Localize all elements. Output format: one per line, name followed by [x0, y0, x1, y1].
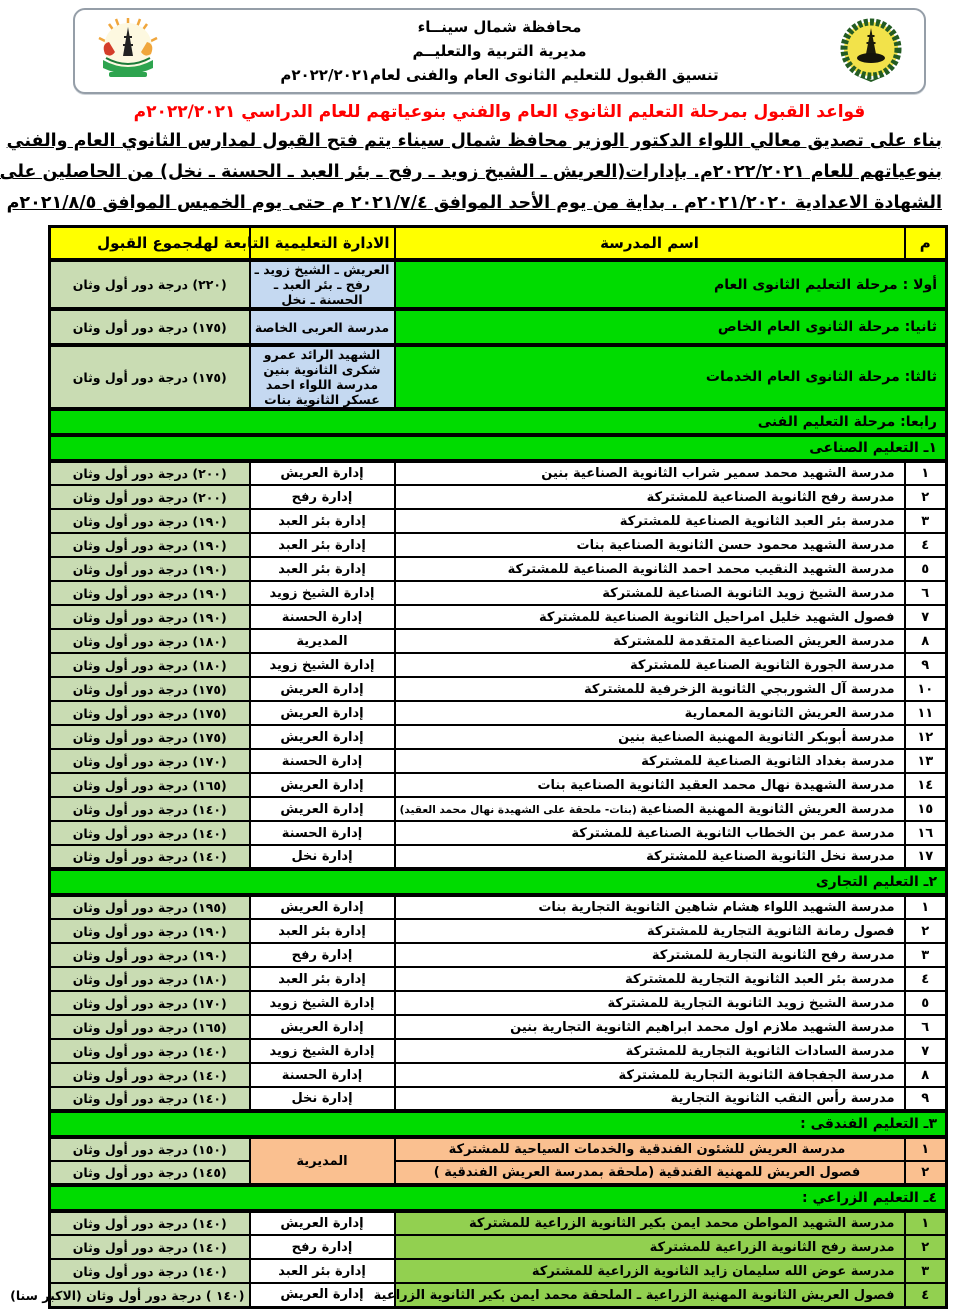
- document-title: قواعد القبول بمرحلة التعليم الثانوي العام والفني بنوعياتهم للعام الدراسي ٢٠٢٢/٢٠٢١م: [133, 102, 866, 122]
- intro-paragraph: [0, 126, 942, 219]
- school-name-cell: [395, 797, 905, 821]
- school-name-text: فصول العريش الثانوية المهنية الزراعية ـ الملحقة محمد ايمن بكير الثانوية الزراعية: [373, 1287, 895, 1303]
- row-number-cell: ١: [905, 1137, 947, 1161]
- row-number-cell: ١٤: [905, 773, 947, 797]
- school-name-text: فصول العريش للمهنية الفندقية (ملحقة بمدرسة العريش الفندقية ): [433, 1165, 861, 1181]
- admission-table: [10, 225, 948, 1309]
- admin-cell: إدارة بئر العبد: [250, 919, 395, 943]
- row-number-cell: ١١: [905, 701, 947, 725]
- total-cell: (١٦٥) درجة دور أول وثان: [50, 1015, 250, 1039]
- school-name-cell: [395, 1063, 905, 1087]
- school-name-text: مدرسة الشهيد النقيب محمد احمد الثانوية الصناعية للمشتركة: [507, 561, 895, 577]
- table-row: [50, 967, 947, 991]
- admin-cell: إدارة العريش: [250, 461, 395, 485]
- admin-cell: إدارة بئر العبد: [250, 557, 395, 581]
- table-row: [50, 605, 947, 629]
- row-number-cell: ٥: [905, 991, 947, 1015]
- school-name-text: مدرسة رفح الثانوية الزراعية للمشتركة: [649, 1239, 895, 1255]
- admin-cell: إدارة الشيخ زويد: [250, 991, 395, 1015]
- col-admin: الادارة التعليمية التابعة لها: [250, 227, 395, 261]
- school-name-cell: [395, 461, 905, 485]
- letterhead: [73, 8, 926, 94]
- school-name-cell: [395, 653, 905, 677]
- row-number-cell: ٢: [905, 1235, 947, 1259]
- row-number-cell: ١٢: [905, 725, 947, 749]
- school-name-note: (بنات- ملحقة على الشهيدة نهال محمد العقيد): [399, 803, 637, 816]
- admin-cell: العريش ـ الشيخ زويد ـ رفح ـ بئر العبد ـ الحسنة ـ نخل: [250, 260, 395, 309]
- admin-cell: المديرية: [250, 1137, 395, 1185]
- table-row: [50, 991, 947, 1015]
- school-name-cell: [395, 821, 905, 845]
- row-number-cell: ٦: [905, 581, 947, 605]
- total-cell: (١٩٠) درجة دور أول وثان: [50, 943, 250, 967]
- school-name-text: مدرسة رأس النقب الثانوية التجارية: [670, 1091, 895, 1107]
- school-name-text: مدرسة العريش الثانوية المعمارية: [684, 705, 895, 721]
- total-cell: (١٩٠) درجة دور أول وثان: [50, 509, 250, 533]
- row-number-cell: ٦: [905, 1015, 947, 1039]
- admin-cell: إدارة بئر العبد: [250, 1259, 395, 1283]
- school-name-text: مدرسة الجورة الثانوية الصناعية للمشتركة: [629, 657, 895, 673]
- admin-cell: إدارة الحسنة: [250, 1063, 395, 1087]
- total-cell: (١٥٠) درجة دور أول وثان: [50, 1137, 250, 1161]
- table-row: [50, 409, 947, 435]
- table-row: [50, 773, 947, 797]
- school-name-cell: [395, 605, 905, 629]
- row-number-cell: ١٣: [905, 749, 947, 773]
- admin-cell: إدارة العريش: [250, 1015, 395, 1039]
- admin-cell: إدارة رفح: [250, 943, 395, 967]
- school-name-cell: [395, 725, 905, 749]
- table-row: [50, 1161, 947, 1185]
- total-cell: (١٨٠) درجة دور أول وثان: [50, 967, 250, 991]
- admin-cell: إدارة العريش: [250, 677, 395, 701]
- admin-cell: إدارة بئر العبد: [250, 509, 395, 533]
- table-row: [50, 749, 947, 773]
- total-cell: (١٩٠) درجة دور أول وثان: [50, 605, 250, 629]
- admin-cell: إدارة الحسنة: [250, 821, 395, 845]
- admin-cell: الشهيد الرائد عمرو شكرى الثانوية بنين مدرسة اللواء احمد عسكر الثانوية بنات: [250, 345, 395, 409]
- school-name-text: مدرسة الشهيدة نهال محمد العقيد الثانوية الصناعية بنات: [537, 777, 895, 793]
- table-row: [50, 1063, 947, 1087]
- row-number-cell: ٥: [905, 557, 947, 581]
- table-row: [50, 485, 947, 509]
- table-row: [50, 797, 947, 821]
- table-header-row: [50, 227, 947, 261]
- total-cell: (١٧٥) درجة دور أول وثان: [50, 345, 250, 409]
- total-cell: (١٤٠ ) درجة دور أول وثان (الاكبر سنا): [50, 1283, 250, 1307]
- table-row: [50, 533, 947, 557]
- row-number-cell: ٨: [905, 1063, 947, 1087]
- school-name-cell: [395, 1259, 905, 1283]
- row-number-cell: ٨: [905, 629, 947, 653]
- col-total: مجموع القبول: [50, 227, 250, 261]
- section-label-cell: ٢ـ التعليم التجارى: [50, 869, 947, 895]
- school-name-cell: [395, 749, 905, 773]
- school-name-text: مدرسة الشيخ زويد الثانوية الصناعية للمشتركة: [602, 585, 895, 601]
- school-name-cell: [395, 533, 905, 557]
- row-number-cell: ٤: [905, 533, 947, 557]
- school-name-text: مدرسة الشيخ زويد الثانوية التجارية للمشتركة: [607, 995, 895, 1011]
- education-directorate-logo-icon: [89, 14, 167, 88]
- total-cell: (١٧٠) درجة دور أول وثان: [50, 991, 250, 1015]
- total-cell: (١٧٥) درجة دور أول وثان: [50, 677, 250, 701]
- table-row: [50, 629, 947, 653]
- total-cell: (١٨٠) درجة دور أول وثان: [50, 653, 250, 677]
- admin-cell: إدارة الشيخ زويد: [250, 653, 395, 677]
- row-number-cell: ٤: [905, 967, 947, 991]
- table-row: [50, 1211, 947, 1235]
- school-name-cell: [395, 1087, 905, 1111]
- school-name-cell: [395, 677, 905, 701]
- table-row: [50, 725, 947, 749]
- coordination-line: تنسيق القبول للتعليم الثانوى العام والفنى لعام٢٠٢٢/٢٠٢١م: [280, 66, 719, 84]
- school-name-text: مدرسة الشهيد ملازم اول محمد ابراهيم الثانوية التجارية بنين: [510, 1019, 895, 1035]
- school-name-text: فصول رمانة الثانوية التجارية للمشتركة: [647, 923, 895, 939]
- table-row: [50, 1235, 947, 1259]
- school-name-cell: [395, 557, 905, 581]
- admin-cell: إدارة الحسنة: [250, 605, 395, 629]
- total-cell: (١٤٠) درجة دور أول وثان: [50, 1063, 250, 1087]
- stage-label-cell: ثانيا: مرحلة الثانوى العام الخاص: [395, 309, 947, 345]
- table-row: [50, 919, 947, 943]
- table-row: [50, 461, 947, 485]
- table-row: [50, 821, 947, 845]
- total-cell: (١٤٠) درجة دور أول وثان: [50, 821, 250, 845]
- school-name-cell: [395, 509, 905, 533]
- school-name-text: مدرسة نخل الثانوية الصناعية للمشتركة: [646, 849, 895, 865]
- intro-line-1: بناء على تصديق معالي اللواء الدكتور الوزير محافظ شمال سيناء يتم فتح القبول لمدارس الثانوي العام والفني: [6, 131, 942, 151]
- row-number-cell: ١٥: [905, 797, 947, 821]
- admin-cell: المديرية: [250, 629, 395, 653]
- total-cell: (١٦٥) درجة دور أول وثان: [50, 773, 250, 797]
- total-cell: (١٤٠) درجة دور أول وثان: [50, 1039, 250, 1063]
- table-row: [50, 509, 947, 533]
- school-name-cell: [395, 485, 905, 509]
- school-name-text: مدرسة الشهيد محمود حسن الثانوية الصناعية بنات: [576, 537, 895, 553]
- school-name-cell: [395, 581, 905, 605]
- row-number-cell: ٣: [905, 1259, 947, 1283]
- total-cell: (١٩٠) درجة دور أول وثان: [50, 919, 250, 943]
- school-name-text: مدرسة عوض الله سليمان زايد الثانوية الزراعية للمشتركة: [531, 1263, 895, 1279]
- school-name-text: مدرسة الشهيد المواطن محمد ايمن بكير الثانوية الزراعية للمشتركة: [469, 1216, 895, 1232]
- row-number-cell: ٢: [905, 485, 947, 509]
- letterhead-text: [167, 15, 832, 87]
- table-row: [50, 1259, 947, 1283]
- table-row: [50, 677, 947, 701]
- admin-cell: إدارة العريش: [250, 895, 395, 919]
- row-number-cell: ١٧: [905, 845, 947, 869]
- table-row: [50, 845, 947, 869]
- admin-cell: إدارة رفح: [250, 485, 395, 509]
- col-school-name: اسم المدرسة: [395, 227, 905, 261]
- admin-cell: إدارة الشيخ زويد: [250, 581, 395, 605]
- governorate-name: محافظة شمال سينــاء: [417, 18, 582, 36]
- table-row: [50, 581, 947, 605]
- total-cell: (٢٠٠) درجة دور أول وثان: [50, 461, 250, 485]
- school-name-cell: [395, 701, 905, 725]
- row-number-cell: ١: [905, 461, 947, 485]
- total-cell: (١٤٠) درجة دور أول وثان: [50, 845, 250, 869]
- intro-line-3: الشهادة الاعدادية ٢٠٢١/٢٠٢٠م . بداية من يوم الأحد الموافق ٢٠٢١/٧/٤ م حتى يوم الخميس الموافق ٢٠٢١/٨/٥م: [6, 193, 942, 214]
- section-label-cell: ٣ـ التعليم الفندقى :: [50, 1111, 947, 1137]
- directorate-name: مديرية التربية والتعليــم: [412, 42, 587, 60]
- admin-cell: إدارة العريش: [250, 1211, 395, 1235]
- table-row: [50, 701, 947, 725]
- school-name-cell: [395, 967, 905, 991]
- table-row: [50, 345, 947, 409]
- intro-line-2: بنوعياتهم للعام ٢٠٢٢/٢٠٢١م. بإدارات(العريش ـ الشيخ زويد ـ رفح ـ بئر العبد ـ الحسنة ـ نخل) من الحاصلين على: [0, 162, 942, 183]
- table-row: [50, 1111, 947, 1137]
- section-label-cell: ٤ـ التعليم الزراعي :: [50, 1185, 947, 1211]
- total-cell: (١٧٥) درجة دور أول وثان: [50, 701, 250, 725]
- school-name-cell: [395, 773, 905, 797]
- row-number-cell: ٩: [905, 1087, 947, 1111]
- school-name-text: مدرسة بغداد الثانوية الصناعية للمشتركة: [641, 753, 895, 769]
- total-cell: (١٧٠) درجة دور أول وثان: [50, 749, 250, 773]
- school-name-text: مدرسة آل الشوربجي الثانوية الزخرفية للمشتركة: [583, 681, 895, 697]
- table-row: [50, 435, 947, 461]
- total-cell: (١٨٠) درجة دور أول وثان: [50, 629, 250, 653]
- row-number-cell: ١٦: [905, 821, 947, 845]
- admin-cell: إدارة بئر العبد: [250, 533, 395, 557]
- row-number-cell: ٤: [905, 1283, 947, 1307]
- school-name-cell: [395, 845, 905, 869]
- admin-cell: إدارة العريش: [250, 1283, 395, 1307]
- school-name-text: مدرسة السادات الثانوية التجارية للمشتركة: [625, 1043, 895, 1059]
- stage-label-cell: ثالثا: مرحلة الثانوى العام الخدمات: [395, 345, 947, 409]
- school-name-text: مدرسة رفح الثانوية الصناعية للمشتركة: [646, 489, 895, 505]
- table-row: [50, 869, 947, 895]
- total-cell: (١٩٥) درجة دور أول وثان: [50, 895, 250, 919]
- school-name-cell: [395, 919, 905, 943]
- admin-cell: إدارة العريش: [250, 701, 395, 725]
- school-name-text: مدرسة العريش الثانوية المهنية الصناعية: [639, 801, 895, 817]
- total-cell: (٢٠٠) درجة دور أول وثان: [50, 485, 250, 509]
- total-cell: (١٩٠) درجة دور أول وثان: [50, 533, 250, 557]
- row-number-cell: ٢: [905, 1161, 947, 1185]
- row-number-cell: ١٠: [905, 677, 947, 701]
- school-name-text: مدرسة بئر العبد الثانوية التجارية للمشتركة: [624, 971, 895, 987]
- school-name-cell: [395, 1015, 905, 1039]
- total-cell: (١٤٠) درجة دور أول وثان: [50, 1087, 250, 1111]
- school-name-cell: [395, 1235, 905, 1259]
- admin-cell: مدرسة العربى الخاصة: [250, 309, 395, 345]
- section-label-cell: ١ـ التعليم الصناعى: [50, 435, 947, 461]
- table-row: [50, 557, 947, 581]
- school-name-cell: [395, 1161, 905, 1185]
- school-name-cell: [395, 943, 905, 967]
- admin-cell: إدارة رفح: [250, 1235, 395, 1259]
- row-number-cell: ٧: [905, 605, 947, 629]
- table-row: [50, 1137, 947, 1161]
- total-cell: (١٧٥) درجة دور أول وثان: [50, 309, 250, 345]
- admin-cell: إدارة الشيخ زويد: [250, 1039, 395, 1063]
- row-number-cell: ٧: [905, 1039, 947, 1063]
- school-name-text: مدرسة العريش للشئون الفندقية والخدمات السياحية للمشتركة: [448, 1142, 846, 1158]
- row-number-cell: ٢: [905, 919, 947, 943]
- table-row: [50, 943, 947, 967]
- table-row: [50, 895, 947, 919]
- total-cell: (١٩٠) درجة دور أول وثان: [50, 581, 250, 605]
- school-name-text: مدرسة الشهيد اللواء هشام شاهين الثانوية التجارية بنات: [538, 900, 895, 916]
- section-label-cell: رابعا: مرحلة التعليم الفنى: [50, 409, 947, 435]
- admin-cell: إدارة نخل: [250, 845, 395, 869]
- table-row: [50, 1015, 947, 1039]
- school-name-cell: [395, 991, 905, 1015]
- total-cell: (١٤٠) درجة دور أول وثان: [50, 1259, 250, 1283]
- table-body: [10, 260, 947, 1307]
- school-name-cell: [395, 1137, 905, 1161]
- total-cell: (١٤٠) درجة دور أول وثان: [50, 797, 250, 821]
- school-name-text: مدرسة العريش الصناعية المتقدمة للمشتركة: [613, 633, 895, 649]
- school-name-cell: [373, 1283, 905, 1307]
- row-number-cell: ٣: [905, 943, 947, 967]
- school-name-text: مدرسة أبوبكر الثانوية المهنية الصناعية بنين: [618, 729, 895, 745]
- table-row: [50, 309, 947, 345]
- school-name-text: مدرسة رفح الثانوية التجارية للمشتركة: [651, 947, 895, 963]
- school-name-cell: [395, 895, 905, 919]
- admin-cell: إدارة العريش: [250, 725, 395, 749]
- table-row: [50, 1283, 947, 1307]
- table-row: [50, 1185, 947, 1211]
- stage-label-cell: أولا : مرحلة التعليم الثانوى العام: [395, 260, 947, 309]
- total-cell: (١٩٠) درجة دور أول وثان: [50, 557, 250, 581]
- col-serial: م: [905, 227, 947, 261]
- table-row: [50, 260, 947, 309]
- table-header: [50, 227, 947, 261]
- total-cell: (١٤٠) درجة دور أول وثان: [50, 1211, 250, 1235]
- admin-cell: إدارة بئر العبد: [250, 967, 395, 991]
- school-name-text: مدرسة بئر العبد الثانوية الصناعية للمشتركة: [619, 513, 895, 529]
- admin-cell: إدارة نخل: [250, 1087, 395, 1111]
- row-number-cell: ١: [905, 895, 947, 919]
- school-name-text: مدرسة عمر بن الخطاب الثانوية الصناعية للمشتركة: [571, 825, 895, 841]
- total-cell: (٢٢٠) درجة دور أول وثان: [50, 260, 250, 309]
- total-cell: (١٤٠) درجة دور أول وثان: [50, 1235, 250, 1259]
- school-name-text: مدرسة الشهيد محمد سمير شراب الثانوية الصناعية بنين: [541, 466, 895, 482]
- admin-cell: إدارة الحسنة: [250, 749, 395, 773]
- row-number-cell: ٣: [905, 509, 947, 533]
- row-number-cell: ١: [905, 1211, 947, 1235]
- admin-cell: إدارة العريش: [250, 773, 395, 797]
- school-name-cell: [395, 1039, 905, 1063]
- school-name-cell: [395, 1211, 905, 1235]
- table-row: [50, 1087, 947, 1111]
- school-name-text: فصول الشهيد خليل امراحيل الثانوية الصناعية للمشتركة: [539, 609, 895, 625]
- table-row: [50, 1039, 947, 1063]
- school-name-text: مدرسة الجفجافة الثانوية التجارية للمشتركة: [618, 1067, 895, 1083]
- admin-cell: إدارة العريش: [250, 797, 395, 821]
- total-cell: (١٤٥) درجة دور أول وثان: [50, 1161, 250, 1185]
- table-row: [50, 653, 947, 677]
- north-sinai-governorate-emblem-icon: [832, 14, 910, 88]
- total-cell: (١٧٥) درجة دور أول وثان: [50, 725, 250, 749]
- row-number-cell: ٩: [905, 653, 947, 677]
- school-name-cell: [395, 629, 905, 653]
